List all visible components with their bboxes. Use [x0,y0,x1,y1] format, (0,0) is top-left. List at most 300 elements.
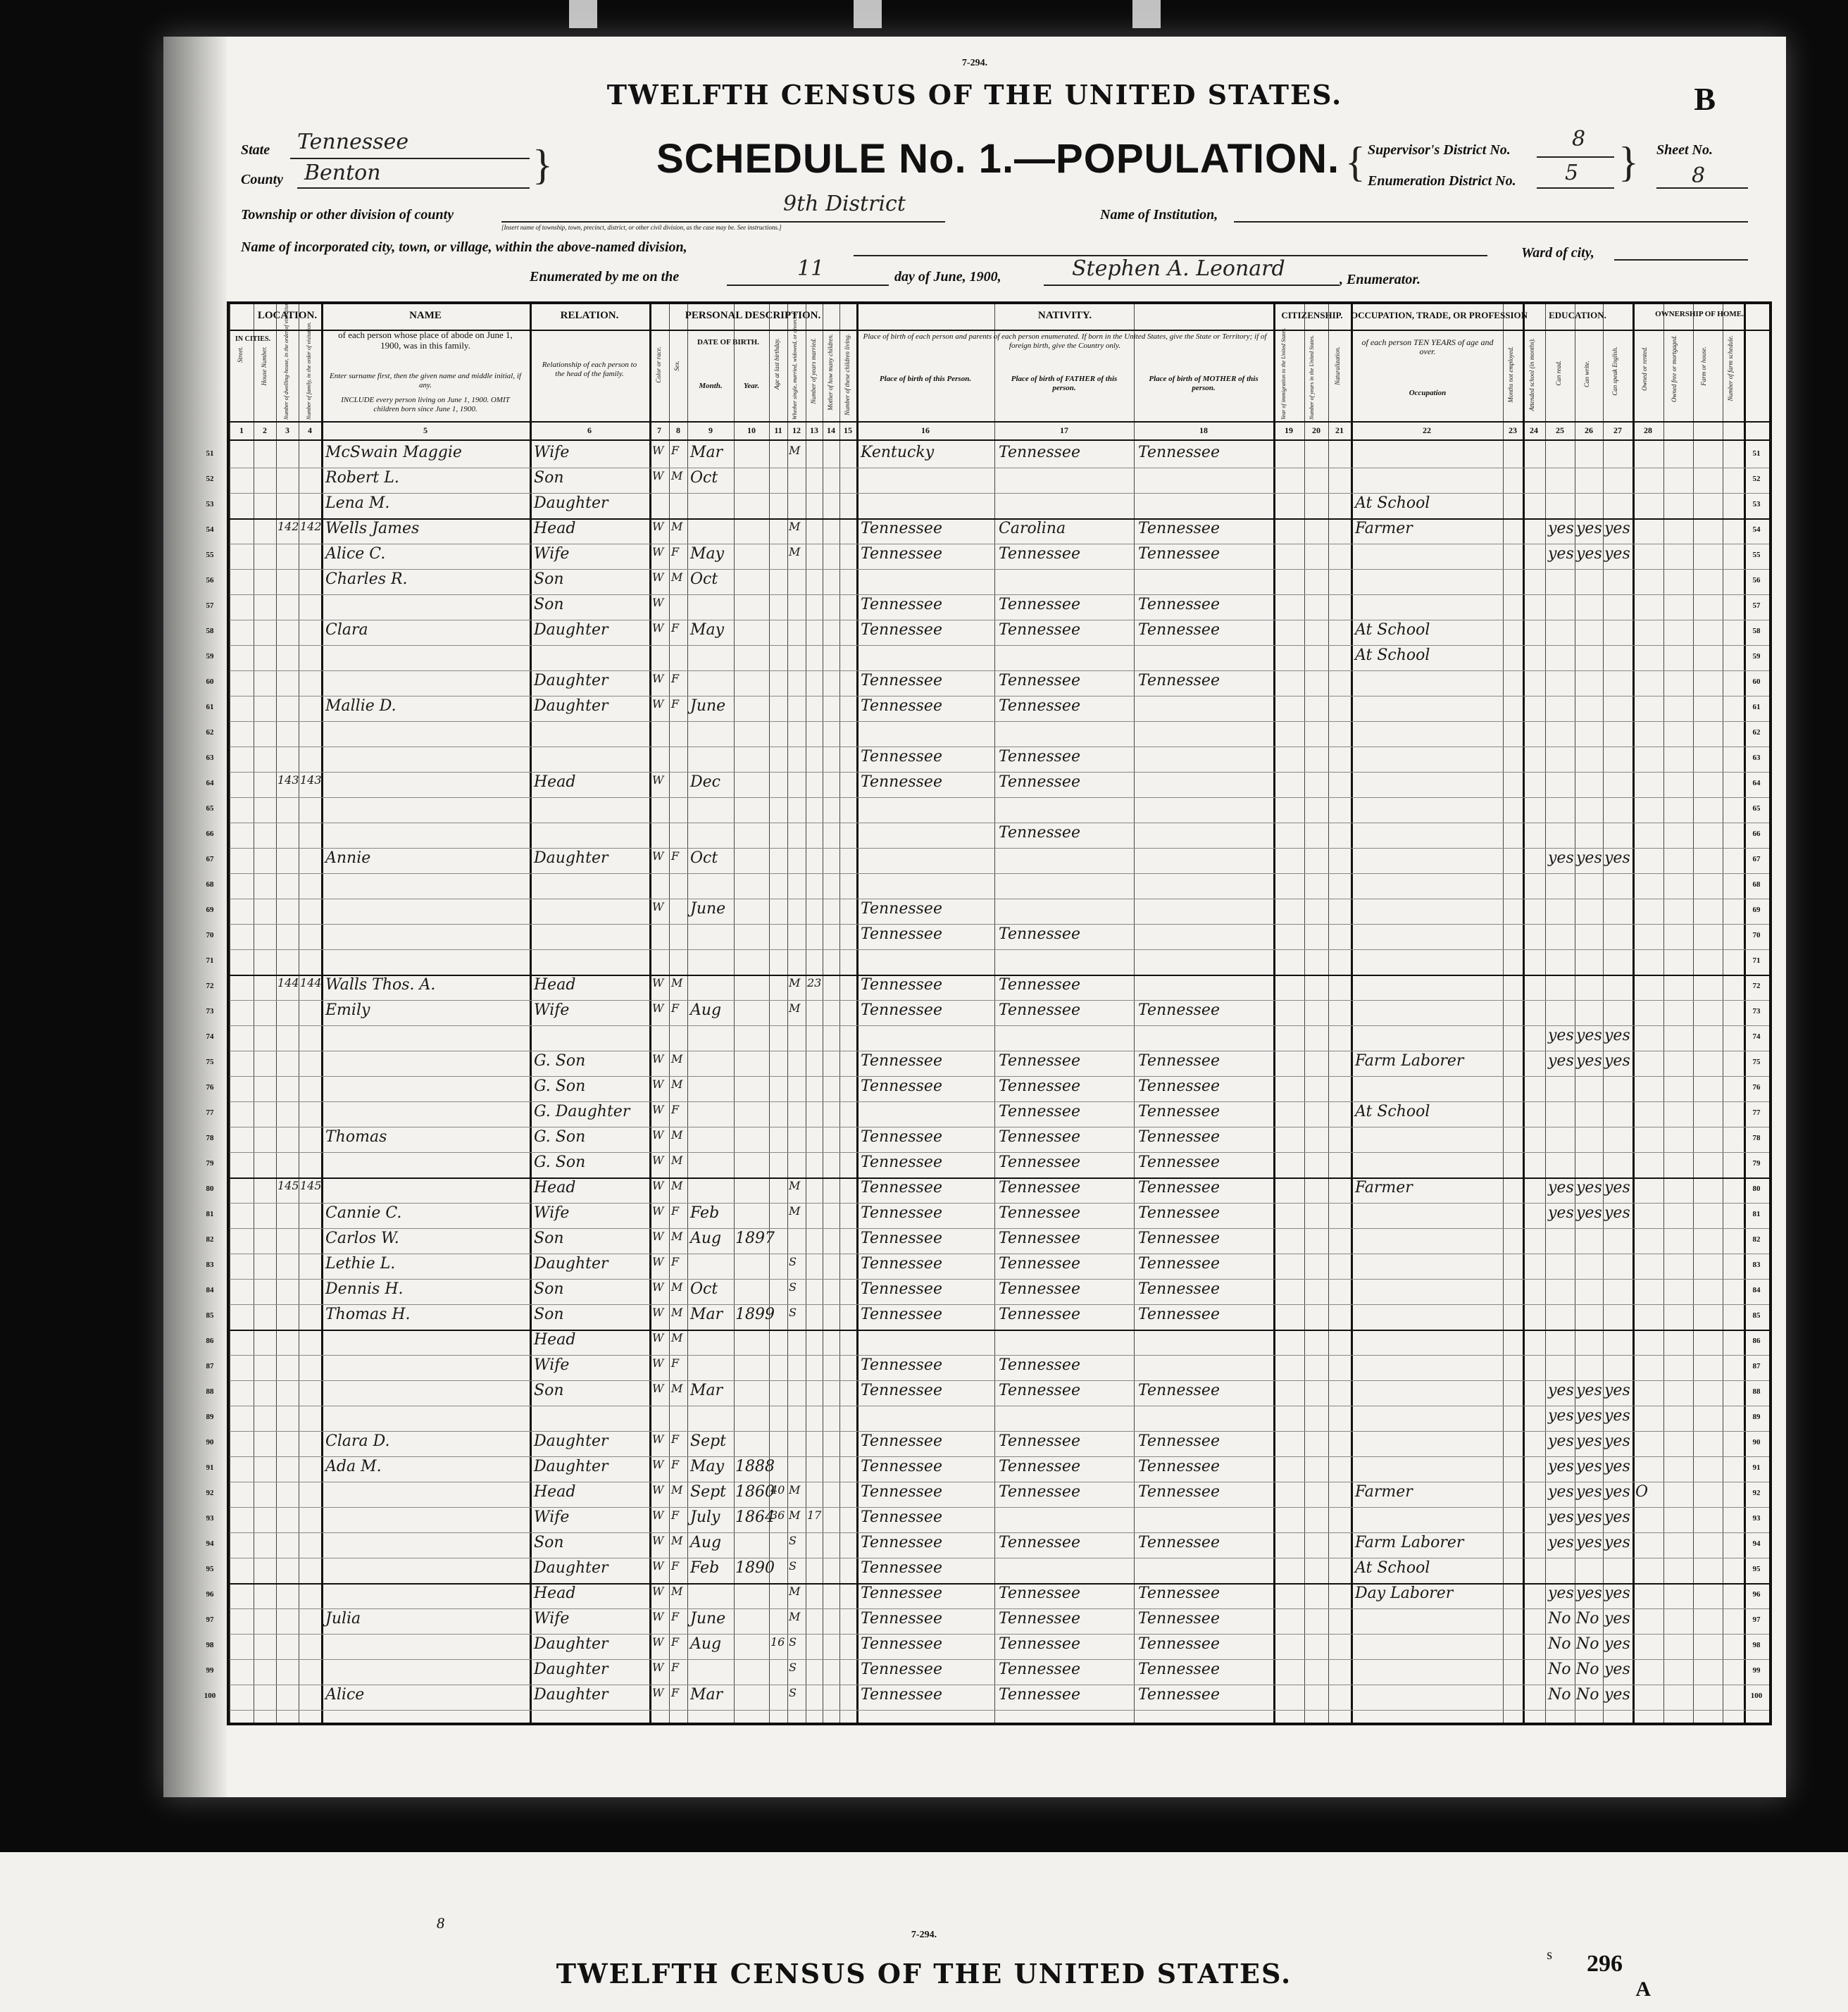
row-number-right: 91 [1752,1463,1761,1472]
column-number: 17 [1060,425,1068,435]
table-row [206,1177,1769,1204]
cell-name: Walls Thos. A. [325,976,436,994]
table-row [206,1659,1769,1685]
section-personal: PERSONAL DESCRIPTION. [685,310,821,321]
enumeration-day-underline [727,285,889,286]
cell-occ: Farmer [1355,1483,1413,1501]
enumerated-mid: day of June, 1900, [894,269,1001,285]
cell-month: Dec [690,773,720,791]
section-occupation: OCCUPATION, TRADE, OR PROFESSION [1351,310,1528,320]
ward-label: Ward of city, [1521,245,1594,261]
row-number-left: 80 [206,1185,214,1193]
column-number: 15 [844,425,852,435]
section-education: EDUCATION. [1549,310,1606,320]
row-number-left: 60 [206,677,214,686]
cell-rel: Daughter [534,849,608,867]
pob-mother-heading: Place of birth of MOTHER of this person. [1149,375,1259,392]
row-number-right: 92 [1752,1489,1761,1497]
cell-color: W [652,1585,664,1598]
row-number-left: 92 [206,1489,214,1497]
cell-rel: Wife [534,1508,570,1526]
row-number-left: 87 [206,1362,214,1370]
cell-sex: M [671,1052,683,1066]
cell-color: W [652,1610,664,1623]
row-number-right: 87 [1752,1362,1761,1370]
cell-mar: M [789,1204,801,1218]
cell-name: Lena M. [325,494,390,512]
table-row [206,1532,1769,1558]
row-number-right: 74 [1752,1032,1761,1041]
cell-write: yes [1576,1432,1602,1450]
row-number-left: 67 [206,855,214,863]
row-number-right: 76 [1752,1083,1761,1092]
cell-eng: yes [1604,520,1630,537]
cell-rel: Daughter [534,1255,608,1273]
cell-pobm: Tennessee [1138,1103,1220,1120]
cell-mar: S [789,1661,797,1674]
row-number-right: 54 [1752,525,1761,534]
cell-mar: M [789,1508,801,1522]
nativity-description: Place of birth of each person and parents of each person enumerated. If born in the United States, give the State or Territory; if of foreign birth, give the Country only. [863,332,1267,350]
column-number: 13 [810,425,818,435]
row-number-left: 86 [206,1337,214,1345]
cell-pobf: Tennessee [999,1255,1080,1273]
cell-rel: Head [534,1331,576,1349]
table-row [206,594,1769,620]
cell-sex: F [671,1686,680,1699]
row-number-right: 84 [1752,1286,1761,1294]
cell-pob: Tennessee [861,925,942,943]
row-number-right: 83 [1752,1261,1761,1269]
column-number: 23 [1509,425,1517,435]
cell-color: W [652,1686,664,1699]
population-table [204,301,1772,1725]
row-number-right: 53 [1752,500,1761,508]
cell-name: Robert L. [325,469,399,487]
cell-fam: 142 [300,520,322,533]
cell-mar: S [789,1559,797,1573]
cell-pobf: Tennessee [999,621,1080,639]
table-row [206,468,1769,494]
cell-month: Aug [690,1534,722,1551]
cell-name: Ada M. [325,1458,382,1475]
cell-sex: M [671,1382,683,1395]
cell-rel: Daughter [534,1458,608,1475]
row-number-left: 83 [206,1261,214,1269]
cell-name: Dennis H. [325,1280,404,1298]
bottom-marker: s [1547,1947,1552,1963]
table-row [206,1203,1769,1229]
cell-rel: G. Son [534,1154,586,1171]
cell-pobm: Tennessee [1138,1382,1220,1399]
row-number-right: 75 [1752,1058,1761,1066]
row-number-right: 79 [1752,1159,1761,1168]
vh-street: Street. [237,346,244,363]
row-number-left: 58 [206,627,214,635]
row-number-right: 96 [1752,1590,1761,1599]
section-relation: RELATION. [560,310,619,321]
row-number-right: 57 [1752,601,1761,610]
row-number-right: 66 [1752,830,1761,838]
cell-occ: At School [1355,1559,1430,1577]
cell-read: yes [1548,1483,1574,1501]
cell-month: Oct [690,1280,718,1298]
cell-pobf: Tennessee [999,1534,1080,1551]
cell-pobf: Tennessee [999,1610,1080,1627]
cell-rel: Wife [534,1001,570,1019]
vh-read: Can read. [1555,361,1562,386]
vh-color: Color or race. [655,346,662,383]
cell-pobm: Tennessee [1138,1458,1220,1475]
cell-year: 1864 [735,1508,775,1526]
right-brace-open: { [1345,139,1366,185]
cell-eng: yes [1604,1686,1630,1704]
column-number: 11 [774,425,782,435]
cell-occ: Farm Laborer [1355,1534,1464,1551]
cell-rel: Daughter [534,697,608,715]
cell-pobm: Tennessee [1138,596,1220,613]
cell-pobf: Tennessee [999,1661,1080,1678]
cell-name: Emily [325,1001,370,1019]
cell-pob: Tennessee [861,1255,942,1273]
vh-farm-schedule: Number of farm schedule. [1727,335,1734,401]
cell-occ: Farmer [1355,520,1413,537]
cell-month: Mar [690,1686,723,1704]
cell-pobf: Tennessee [999,773,1080,791]
cell-color: W [652,1204,664,1218]
supervisor-underline [1537,156,1614,158]
enumeration-district-value: 5 [1565,161,1579,185]
cell-occ: At School [1355,494,1430,512]
cell-sex: M [671,469,683,482]
cell-pobm: Tennessee [1138,1154,1220,1171]
row-number-right: 61 [1752,703,1761,711]
cell-color: W [652,570,664,584]
cell-dw: 145 [277,1179,299,1192]
cell-sex: F [671,1255,680,1268]
cell-read: yes [1548,1508,1574,1526]
cell-read: No [1548,1686,1571,1704]
cell-write: yes [1576,849,1602,867]
cell-sex: M [671,1230,683,1243]
table-row [206,442,1769,468]
cell-occ: Farm Laborer [1355,1052,1464,1070]
cell-color: W [652,444,664,457]
cell-month: Feb [690,1559,720,1577]
cell-pob: Tennessee [861,1458,942,1475]
row-number-right: 99 [1752,1666,1761,1675]
name-instruction-1: Enter surname first, then the given name and middle initial, if any. [330,372,521,389]
row-number-left: 99 [206,1666,214,1675]
table-row [206,518,1769,544]
cell-sex: M [671,1534,683,1547]
row-number-left: 55 [206,551,214,559]
row-number-left: 74 [206,1032,214,1041]
cell-color: W [652,1306,664,1319]
cell-read: yes [1548,1534,1574,1551]
cell-pob: Tennessee [861,1635,942,1653]
cell-eng: yes [1604,1534,1630,1551]
cell-year: 1899 [735,1306,775,1323]
cell-mar: M [789,1585,801,1598]
cell-month: May [690,545,725,563]
table-row [206,772,1769,798]
cell-color: W [652,849,664,863]
cell-pobf: Tennessee [999,925,1080,943]
census-title: TWELFTH CENSUS OF THE UNITED STATES. [606,79,1343,111]
row-number-right: 64 [1752,779,1761,787]
vh-english: Can speak English. [1611,346,1618,396]
row-number-left: 94 [206,1539,214,1548]
row-number-left: 73 [206,1007,214,1016]
cell-month: May [690,621,725,639]
cell-month: May [690,1458,725,1475]
row-number-left: 85 [206,1311,214,1320]
cell-pobf: Tennessee [999,1635,1080,1653]
column-number: 19 [1285,425,1293,435]
table-row [206,721,1769,747]
row-number-left: 64 [206,779,214,787]
cell-rel: Son [534,596,564,613]
state-label: State [241,142,270,158]
cell-dw: 143 [277,773,299,787]
vh-house: House Number. [261,346,268,386]
table-row [206,1279,1769,1305]
county-underline [297,187,530,189]
cell-pob: Tennessee [861,1204,942,1222]
column-number: 5 [423,425,427,435]
row-number-right: 90 [1752,1438,1761,1446]
cell-color: W [652,773,664,787]
section-name: NAME [409,310,442,321]
cell-rel: Son [534,469,564,487]
cell-pob: Kentucky [861,444,935,461]
cell-color: W [652,545,664,558]
table-row [206,949,1769,976]
vh-children-living: Number of these children living. [844,334,851,415]
cell-pobf: Tennessee [999,1179,1080,1196]
county-label: County [241,172,284,187]
column-number: 27 [1613,425,1622,435]
vh-farm: Farm or house. [1700,346,1707,386]
cell-pob: Tennessee [861,1280,942,1298]
row-number-left: 90 [206,1438,214,1446]
cell-eng: yes [1604,1382,1630,1399]
table-row [206,1152,1769,1179]
cell-eng: yes [1604,1661,1630,1678]
cell-rel: Son [534,1280,564,1298]
table-row [206,1101,1769,1127]
cell-color: W [652,1255,664,1268]
cell-fam: 143 [300,773,322,787]
cell-pobf: Tennessee [999,1077,1080,1095]
enumeration-district-underline [1537,187,1614,189]
bottom-form-id: 7-294. [911,1930,937,1940]
vh-owned: Owned or rented. [1641,346,1648,391]
cell-read: yes [1548,1382,1574,1399]
table-row [206,670,1769,696]
schedule-title: SCHEDULE No. 1.—POPULATION. [656,136,1340,182]
table-row [206,544,1769,570]
cell-eng: yes [1604,1585,1630,1602]
cell-color: W [652,1661,664,1674]
row-number-left: 82 [206,1235,214,1244]
cell-rel: Son [534,1306,564,1323]
cell-sex: M [671,1483,683,1496]
cell-month: Feb [690,1204,720,1222]
cell-pobf: Tennessee [999,1154,1080,1171]
vh-years-married: Number of years married. [810,338,817,404]
cell-pobm: Tennessee [1138,1635,1220,1653]
cell-color: W [652,1534,664,1547]
table-row [206,1608,1769,1635]
cell-rel: Daughter [534,1635,608,1653]
cell-eng: yes [1604,1407,1630,1425]
cell-write: yes [1576,520,1602,537]
cell-mar: M [789,976,801,989]
cell-pob: Tennessee [861,1179,942,1196]
column-number: 4 [308,425,312,435]
cell-sex: F [671,545,680,558]
cell-sex: F [671,1508,680,1522]
cell-rel: Head [534,976,576,994]
row-number-right: 68 [1752,880,1761,889]
supervisor-value: 8 [1572,127,1586,151]
cell-pobm: Tennessee [1138,1230,1220,1247]
row-number-left: 96 [206,1590,214,1599]
cell-write: yes [1576,1585,1602,1602]
cell-pobm: Tennessee [1138,1280,1220,1298]
cell-eng: yes [1604,1052,1630,1070]
cell-month: Oct [690,570,718,588]
cell-sex: F [671,1458,680,1471]
table-row [206,746,1769,773]
column-number: 7 [657,425,661,435]
row-number-right: 81 [1752,1210,1761,1218]
cell-color: W [652,596,664,609]
cell-year: 1888 [735,1458,775,1475]
row-number-left: 79 [206,1159,214,1168]
table-row [206,493,1769,520]
cell-mar: S [789,1534,797,1547]
table-row [206,848,1769,874]
column-number: 18 [1199,425,1208,435]
row-number-left: 76 [206,1083,214,1092]
cell-pob: Tennessee [861,773,942,791]
row-number-right: 55 [1752,551,1761,559]
row-number-left: 89 [206,1413,214,1421]
census-sheet [163,37,1786,1797]
cell-pobf: Tennessee [999,1356,1080,1374]
vh-family: Number of family, in the order of visitation. [306,321,312,420]
cell-pob: Tennessee [861,672,942,689]
cell-pobm: Tennessee [1138,1001,1220,1019]
cell-pobm: Tennessee [1138,1255,1220,1273]
column-number: 10 [747,425,756,435]
cell-rel: Daughter [534,1661,608,1678]
row-number-right: 58 [1752,627,1761,635]
row-number-right: 60 [1752,677,1761,686]
cell-write: No [1576,1610,1599,1627]
cell-rel: Daughter [534,621,608,639]
column-number: 3 [285,425,289,435]
cell-color: W [652,1103,664,1116]
name-instruction-2: INCLUDE every person living on June 1, 1900. OMIT children born since June 1, 1900. [341,396,510,413]
table-row [206,1431,1769,1457]
table-row [206,620,1769,646]
cell-occ: Day Laborer [1355,1585,1454,1602]
cell-write: yes [1576,1483,1602,1501]
table-row [206,797,1769,823]
cell-month: Aug [690,1230,722,1247]
cell-pobf: Tennessee [999,1458,1080,1475]
row-number-left: 77 [206,1108,214,1117]
cell-eng: yes [1604,1458,1630,1475]
cell-sex: M [671,1154,683,1167]
cell-eng: yes [1604,1027,1630,1044]
city-label: Name of incorporated city, town, or village, within the above-named division, [241,239,687,255]
cell-sex: M [671,1077,683,1091]
row-number-right: 77 [1752,1108,1761,1117]
vh-marital: Whether single, married, widowed, or divorced. [792,311,798,420]
row-number-left: 71 [206,956,214,965]
cell-pobm: Tennessee [1138,1306,1220,1323]
cell-read: yes [1548,1179,1574,1196]
table-row [206,1380,1769,1406]
cell-pobf: Carolina [999,520,1066,537]
cell-color: W [652,520,664,533]
section-location: LOCATION. [257,310,318,321]
cell-yrs: 17 [807,1508,822,1522]
cell-name: Clara D. [325,1432,390,1450]
row-number-left: 52 [206,475,214,483]
enumerator-name: Stephen A. Leonard [1072,256,1285,281]
cell-pob: Tennessee [861,1052,942,1070]
bottom-page-number: 296 [1587,1951,1623,1977]
cell-color: W [652,1280,664,1294]
cell-year: 1897 [735,1230,775,1247]
cell-month: June [690,900,726,918]
cell-pob: Tennessee [861,1154,942,1171]
cell-month: June [690,697,726,715]
cell-pob: Tennessee [861,1686,942,1704]
cell-pobm: Tennessee [1138,1052,1220,1070]
cell-color: W [652,1508,664,1522]
township-underline [501,221,945,223]
vh-sex: Sex. [673,361,680,371]
cell-pobf: Tennessee [999,1204,1080,1222]
cell-sex: M [671,570,683,584]
cell-pob: Tennessee [861,697,942,715]
table-row [206,1051,1769,1077]
row-number-right: 56 [1752,576,1761,585]
cell-sex: M [671,976,683,989]
cell-mar: S [789,1635,797,1649]
cell-pobf: Tennessee [999,545,1080,563]
right-brace-close: } [1618,139,1639,185]
table-row [206,975,1769,1001]
row-number-right: 95 [1752,1565,1761,1573]
row-number-left: 95 [206,1565,214,1573]
cell-pob: Tennessee [861,1585,942,1602]
page-shadow-edge [163,37,227,1797]
film-streak [854,0,882,28]
enumerated-prefix: Enumerated by me on the [530,269,680,285]
cell-pobf: Tennessee [999,748,1080,766]
cell-pobf: Tennessee [999,1103,1080,1120]
sheet-label: Sheet No. [1656,142,1713,158]
sheet-value: 8 [1692,163,1706,188]
